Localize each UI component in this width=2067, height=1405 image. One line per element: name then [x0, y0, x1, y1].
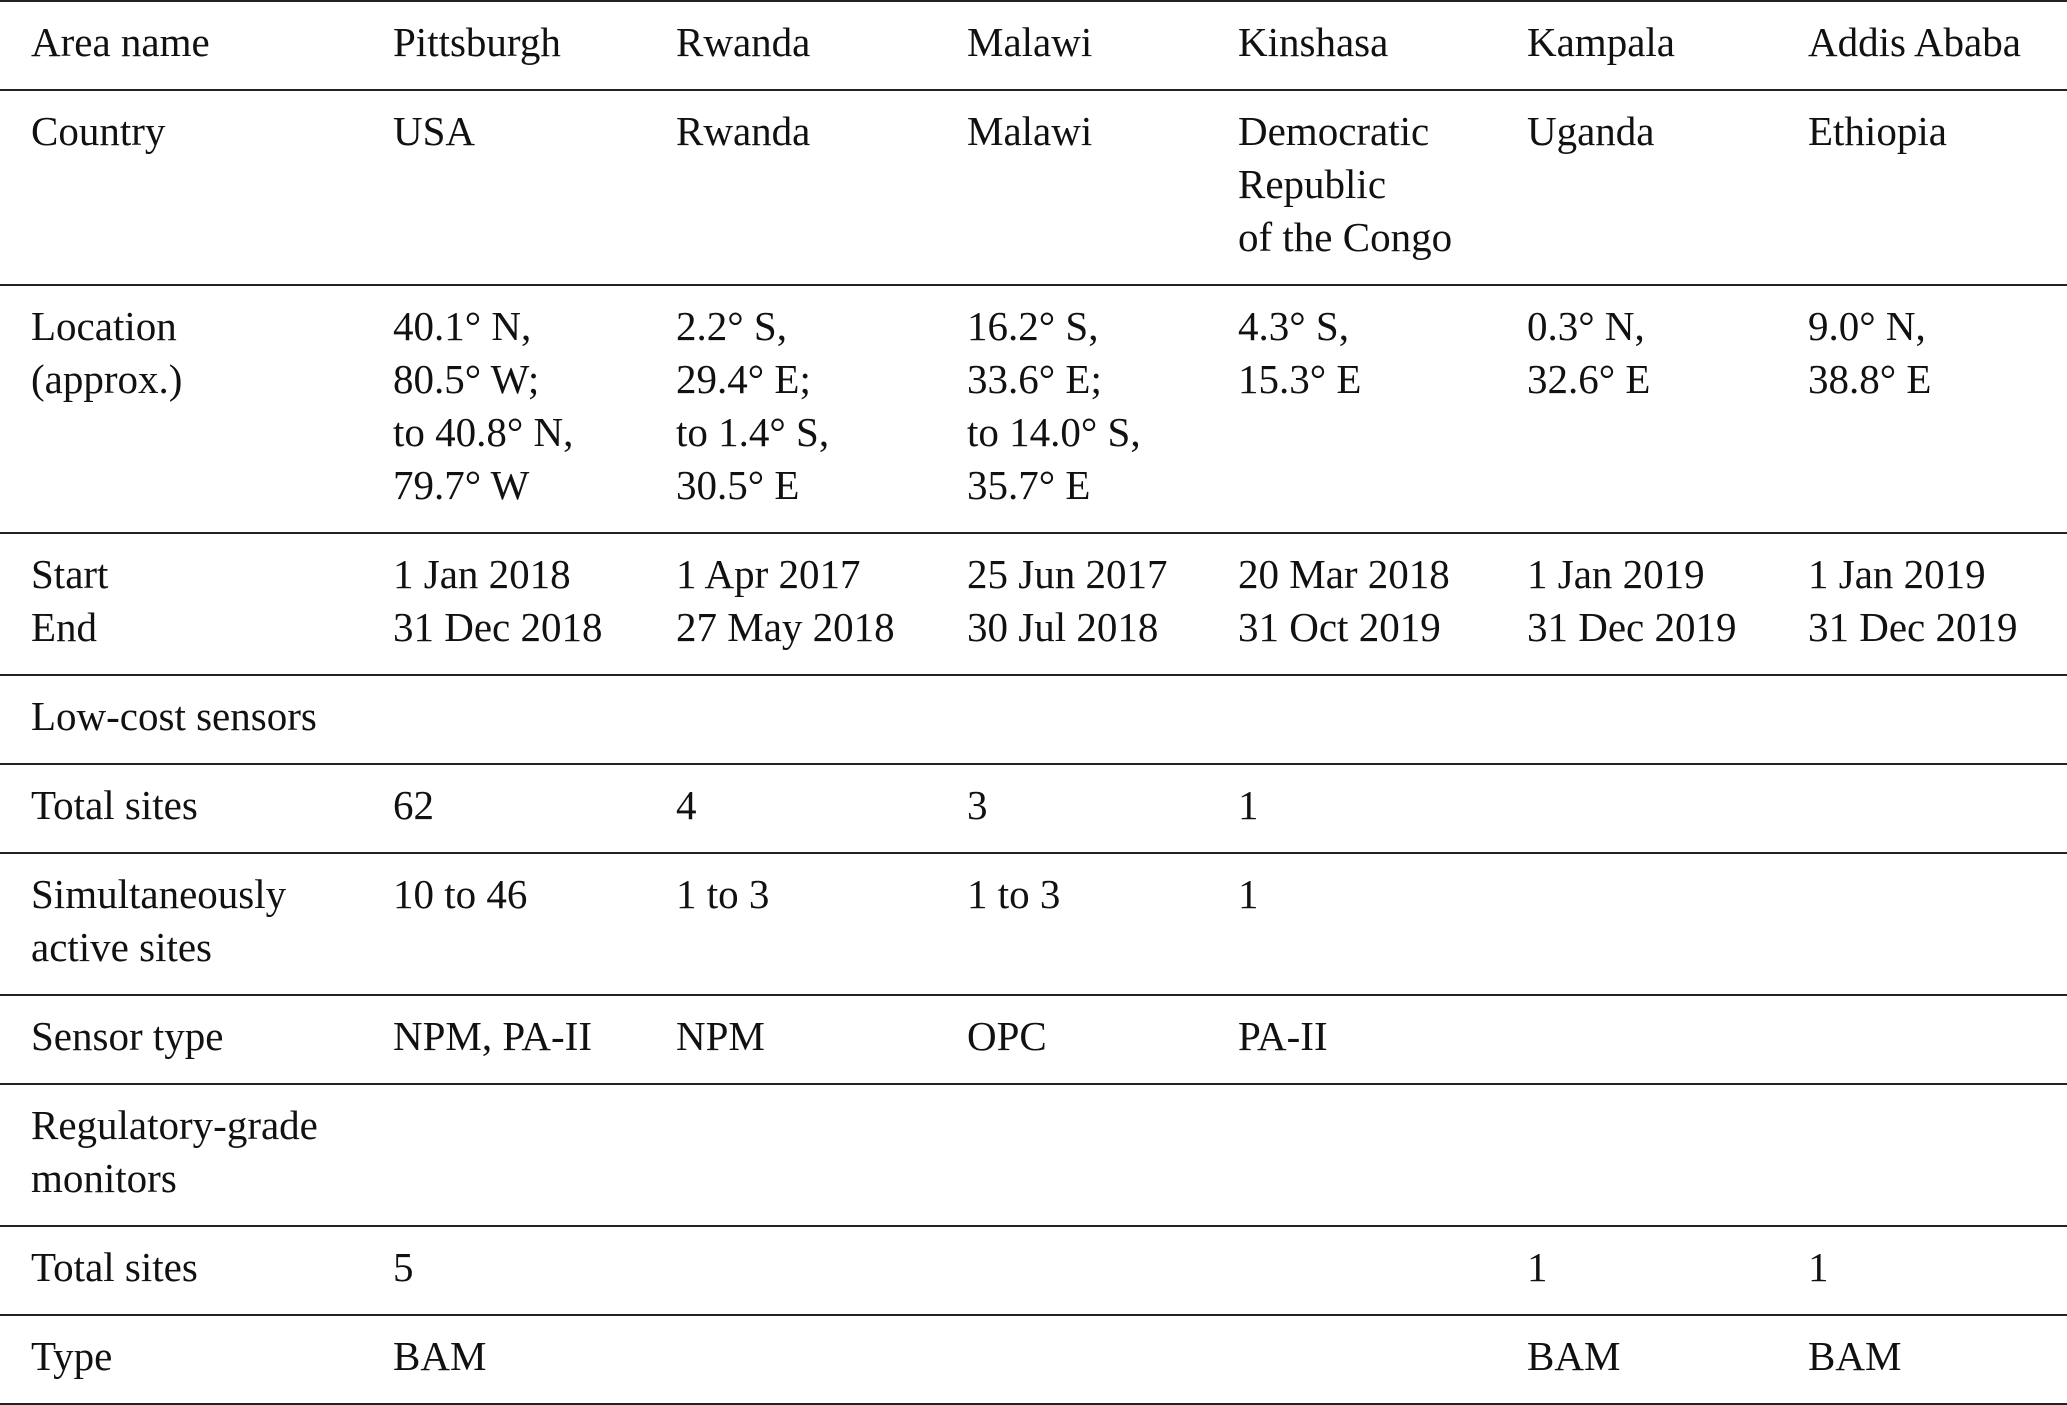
- table-cell: [645, 1084, 936, 1226]
- table-cell: [1496, 995, 1777, 1084]
- row-label: Type: [31, 1333, 113, 1379]
- table-cell: [362, 675, 645, 764]
- table-cell: Ethiopia: [1808, 108, 1947, 154]
- table-cell: Malawi: [967, 19, 1093, 65]
- row-label: Sensor type: [31, 1013, 224, 1059]
- table-cell: [1207, 1226, 1496, 1315]
- table-cell: [645, 1315, 936, 1404]
- table-cell: 4.3° S, 15.3° E: [1238, 303, 1362, 402]
- table-cell: [1496, 675, 1777, 764]
- table-cell: Uganda: [1527, 108, 1655, 154]
- table-cell: [1777, 675, 2067, 764]
- table-cell: [1207, 675, 1496, 764]
- table-row-total-sites-regulatory: [0, 1226, 2067, 1315]
- table-cell: [1207, 1315, 1496, 1404]
- table-row-country: [0, 90, 2067, 285]
- table-cell: 0.3° N, 32.6° E: [1527, 303, 1651, 402]
- row-label: Total sites: [31, 1244, 198, 1290]
- table-cell: Rwanda: [676, 19, 811, 65]
- table-cell: Addis Ababa: [1808, 19, 2021, 65]
- table-cell: NPM, PA-II: [393, 1013, 592, 1059]
- section-label: Low-cost sensors: [31, 693, 317, 739]
- table-cell: [1496, 764, 1777, 853]
- table-cell: NPM: [676, 1013, 765, 1059]
- table-cell: 1 Jan 2019 31 Dec 2019: [1808, 551, 2018, 650]
- table-cell: 16.2° S, 33.6° E; to 14.0° S, 35.7° E: [967, 303, 1141, 508]
- table-row-type: [0, 1315, 2067, 1404]
- table-row-sensor-type: [0, 995, 2067, 1084]
- table-cell: 1: [1238, 782, 1259, 828]
- table-cell: 10 to 46: [393, 871, 528, 917]
- table-cell: 1 Apr 2017 27 May 2018: [676, 551, 895, 650]
- table-cell: [1207, 1084, 1496, 1226]
- table-cell: [1777, 764, 2067, 853]
- table-cell: 1: [1527, 1244, 1548, 1290]
- table-cell: Malawi: [967, 108, 1093, 154]
- table-cell: BAM: [1527, 1333, 1621, 1379]
- table-row-regulatory-grade-section: [0, 1084, 2067, 1226]
- table-cell: [936, 1226, 1207, 1315]
- table-cell: [1496, 1084, 1777, 1226]
- table-cell: 5: [393, 1244, 414, 1290]
- table-cell: 1: [1238, 871, 1259, 917]
- section-label: Regulatory-grade monitors: [31, 1102, 318, 1201]
- table-cell: [936, 1084, 1207, 1226]
- table-cell: 25 Jun 2017 30 Jul 2018: [967, 551, 1168, 650]
- table-row-low-cost-sensors-section: [0, 675, 2067, 764]
- table-cell: [1496, 853, 1777, 995]
- table-cell: 1 to 3: [967, 871, 1061, 917]
- table-cell: 2.2° S, 29.4° E; to 1.4° S, 30.5° E: [676, 303, 830, 508]
- table-row-total-sites-low-cost: [0, 764, 2067, 853]
- table-row-start-end: [0, 533, 2067, 675]
- table-cell: 9.0° N, 38.8° E: [1808, 303, 1932, 402]
- table-cell: [936, 1315, 1207, 1404]
- table-cell: 1 Jan 2018 31 Dec 2018: [393, 551, 603, 650]
- table-row-simultaneously-active: [0, 853, 2067, 995]
- table-cell: Kampala: [1527, 19, 1675, 65]
- row-label: Start End: [31, 551, 109, 650]
- table-cell: Rwanda: [676, 108, 811, 154]
- table-cell: Pittsburgh: [393, 19, 561, 65]
- table-cell: 20 Mar 2018 31 Oct 2019: [1238, 551, 1450, 650]
- row-label: Location (approx.): [31, 303, 183, 402]
- table-row-area-name: [0, 1, 2067, 90]
- row-label: Area name: [31, 19, 210, 65]
- table-cell: [1777, 1084, 2067, 1226]
- table-cell: BAM: [1808, 1333, 1902, 1379]
- row-label: Country: [31, 108, 166, 154]
- table-cell: [645, 1226, 936, 1315]
- table-cell: 4: [676, 782, 697, 828]
- table-cell: 40.1° N, 80.5° W; to 40.8° N, 79.7° W: [393, 303, 574, 508]
- table-cell: Democratic Republic of the Congo: [1238, 108, 1453, 260]
- table-cell: 1 Jan 2019 31 Dec 2019: [1527, 551, 1737, 650]
- table-cell: 62: [393, 782, 434, 828]
- table-cell: Kinshasa: [1238, 19, 1389, 65]
- table-cell: USA: [393, 108, 476, 154]
- table-cell: 3: [967, 782, 988, 828]
- table-cell: [645, 675, 936, 764]
- table-cell: [1777, 853, 2067, 995]
- table-cell: [1777, 995, 2067, 1084]
- row-label: Simultaneously active sites: [31, 871, 287, 970]
- table-cell: PA-II: [1238, 1013, 1328, 1059]
- table-row-location: [0, 285, 2067, 533]
- table-cell: 1: [1808, 1244, 1829, 1290]
- table-cell: BAM: [393, 1333, 487, 1379]
- table-cell: [936, 675, 1207, 764]
- table-cell: 1 to 3: [676, 871, 770, 917]
- table-cell: OPC: [967, 1013, 1047, 1059]
- row-label: Total sites: [31, 782, 198, 828]
- table-cell: [362, 1084, 645, 1226]
